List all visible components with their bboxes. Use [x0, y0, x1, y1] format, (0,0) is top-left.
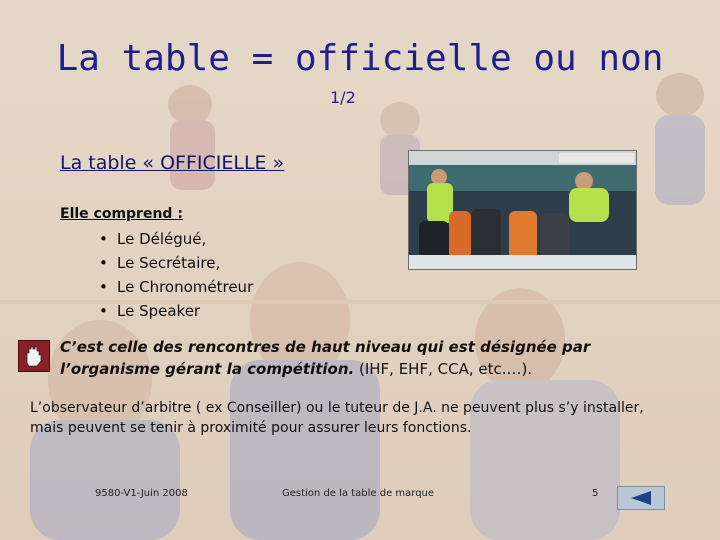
footer-page-number: 5 — [592, 488, 599, 499]
hand-icon — [18, 340, 50, 372]
paragraph-observer: L’observateur d’arbitre ( ex Conseiller) ou le tuteur de J.A. ne peuvent plus s’y installer, mais peuvent se tenir à proximité pour assurer leurs fonctions. — [30, 400, 644, 436]
list-item: • Le Speaker — [99, 302, 201, 320]
section-heading: La table « OFFICIELLE » — [60, 152, 285, 174]
page-subtitle: 1/2 — [330, 88, 356, 107]
previous-slide-button[interactable] — [617, 486, 665, 510]
officials-table-photo — [408, 150, 637, 270]
footer-date: 9580-V1-Juin 2008 — [95, 488, 188, 499]
list-item: • Le Secrétaire, — [99, 254, 221, 272]
composition-list — [99, 227, 253, 323]
list-item: • Le Chronométreur — [99, 278, 254, 296]
paragraph-official: C’est celle des rencontres de haut niveau qui est désignée par l’organisme gérant la compétition. (IHF, EHF, CCA, etc.…). — [60, 338, 591, 378]
footer-title: Gestion de la table de marque — [282, 488, 435, 499]
page-title: La table = officielle ou non — [56, 38, 664, 79]
composition-label: Elle comprend : — [60, 206, 183, 222]
list-item: • Le Délégué, — [99, 230, 207, 248]
left-arrow-icon — [627, 490, 655, 506]
